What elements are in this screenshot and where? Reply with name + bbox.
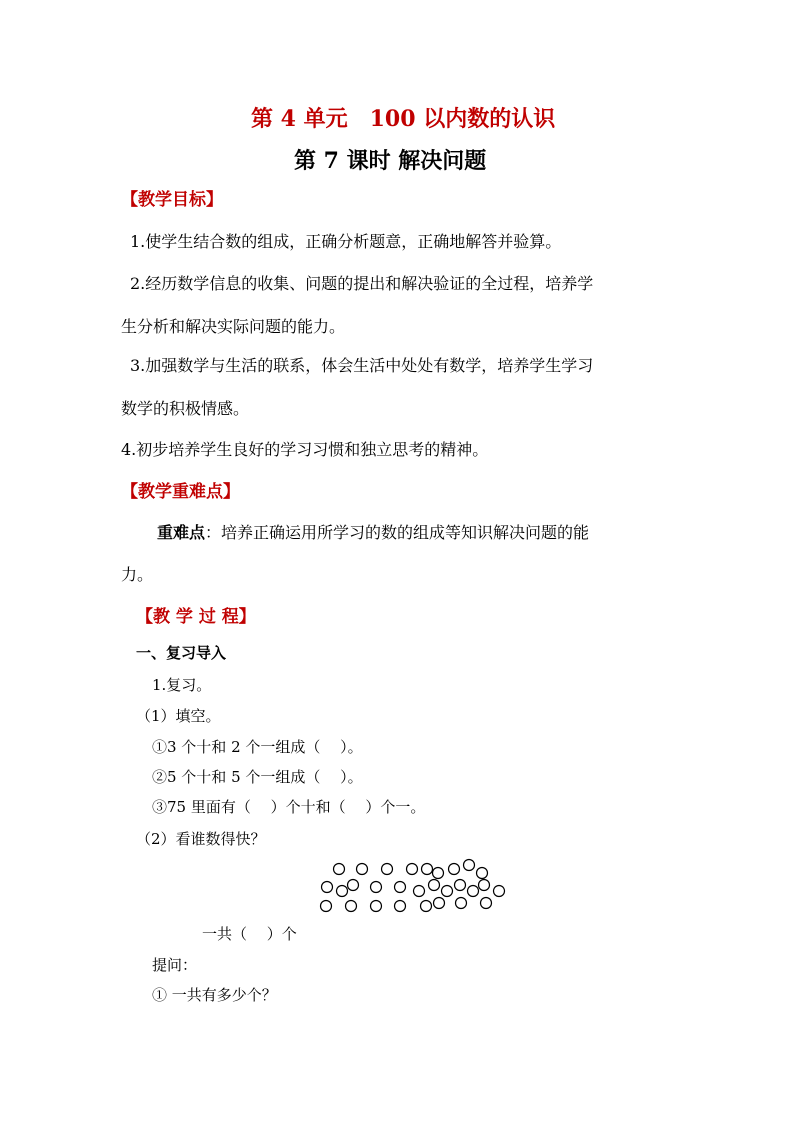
circle — [348, 880, 359, 891]
circle — [321, 901, 332, 912]
unit-title: 第 4 单元 100 以内数的认识 — [251, 106, 556, 132]
keypoints-heading: 【教学重难点】 — [121, 482, 240, 502]
circle — [357, 864, 368, 875]
question-2: ②5 个十和 5 个一组成（ ）。 — [152, 768, 363, 786]
circle — [477, 868, 488, 879]
goal-item-1: 1.使学生结合数的组成，正确分析题意，正确地解答并验算。 — [130, 232, 562, 251]
goal-item-3-cont: 数学的积极情感。 — [121, 399, 250, 418]
circle — [371, 882, 382, 893]
circle — [464, 860, 475, 871]
circle — [337, 886, 348, 897]
circle — [407, 864, 418, 875]
keypoints-text: ：培养正确运用所学习的数的组成等知识解决问题的能 — [205, 523, 590, 542]
circle — [334, 864, 345, 875]
lesson-title: 第 7 课时 解决问题 — [294, 148, 487, 174]
total-count-blank: 一共（ ）个 — [202, 925, 297, 943]
circle — [371, 901, 382, 912]
circle — [456, 898, 467, 909]
goal-item-4: 4.初步培养学生良好的学习习惯和独立思考的精神。 — [121, 440, 489, 459]
goals-heading: 【教学目标】 — [121, 190, 223, 210]
keypoints-line-1 — [157, 525, 589, 541]
count-fast-label: （2）看谁数得快？ — [136, 830, 266, 848]
ask-label: 提问： — [152, 956, 198, 974]
review-label: 1.复习。 — [152, 676, 212, 694]
circle — [395, 882, 406, 893]
circle — [421, 901, 432, 912]
circle — [346, 901, 357, 912]
goal-item-2: 2.经历数学信息的收集、问题的提出和解决验证的全过程，培养学 — [130, 274, 594, 293]
circle — [479, 880, 490, 891]
circles-figure — [315, 855, 515, 920]
circle — [322, 882, 333, 893]
circle — [442, 886, 453, 897]
process-heading: 【教 学 过 程】 — [136, 607, 256, 627]
goal-item-2-cont: 生分析和解决实际问题的能力。 — [121, 317, 346, 336]
circle — [433, 868, 444, 879]
keypoints-label: 重难点 — [157, 523, 206, 542]
circle — [422, 864, 433, 875]
goal-item-3: 3.加强数学与生活的联系，体会生活中处处有数学，培养学生学习 — [130, 356, 594, 375]
circle — [468, 886, 479, 897]
fill-blank-label: （1）填空。 — [136, 707, 221, 725]
circle — [429, 880, 440, 891]
section-review-intro: 一、复习导入 — [136, 644, 227, 662]
circle — [455, 880, 466, 891]
circle — [382, 864, 393, 875]
circle — [449, 864, 460, 875]
circle — [481, 898, 492, 909]
ask-question-1: ① 一共有多少个？ — [152, 986, 277, 1004]
keypoints-line-2: 力。 — [121, 565, 154, 584]
circle — [494, 886, 505, 897]
circle — [434, 898, 445, 909]
circle — [414, 886, 425, 897]
question-1: ①3 个十和 2 个一组成（ ）。 — [152, 738, 363, 756]
circle — [395, 901, 406, 912]
question-3: ③75 里面有（ ）个十和（ ）个一。 — [152, 798, 426, 816]
